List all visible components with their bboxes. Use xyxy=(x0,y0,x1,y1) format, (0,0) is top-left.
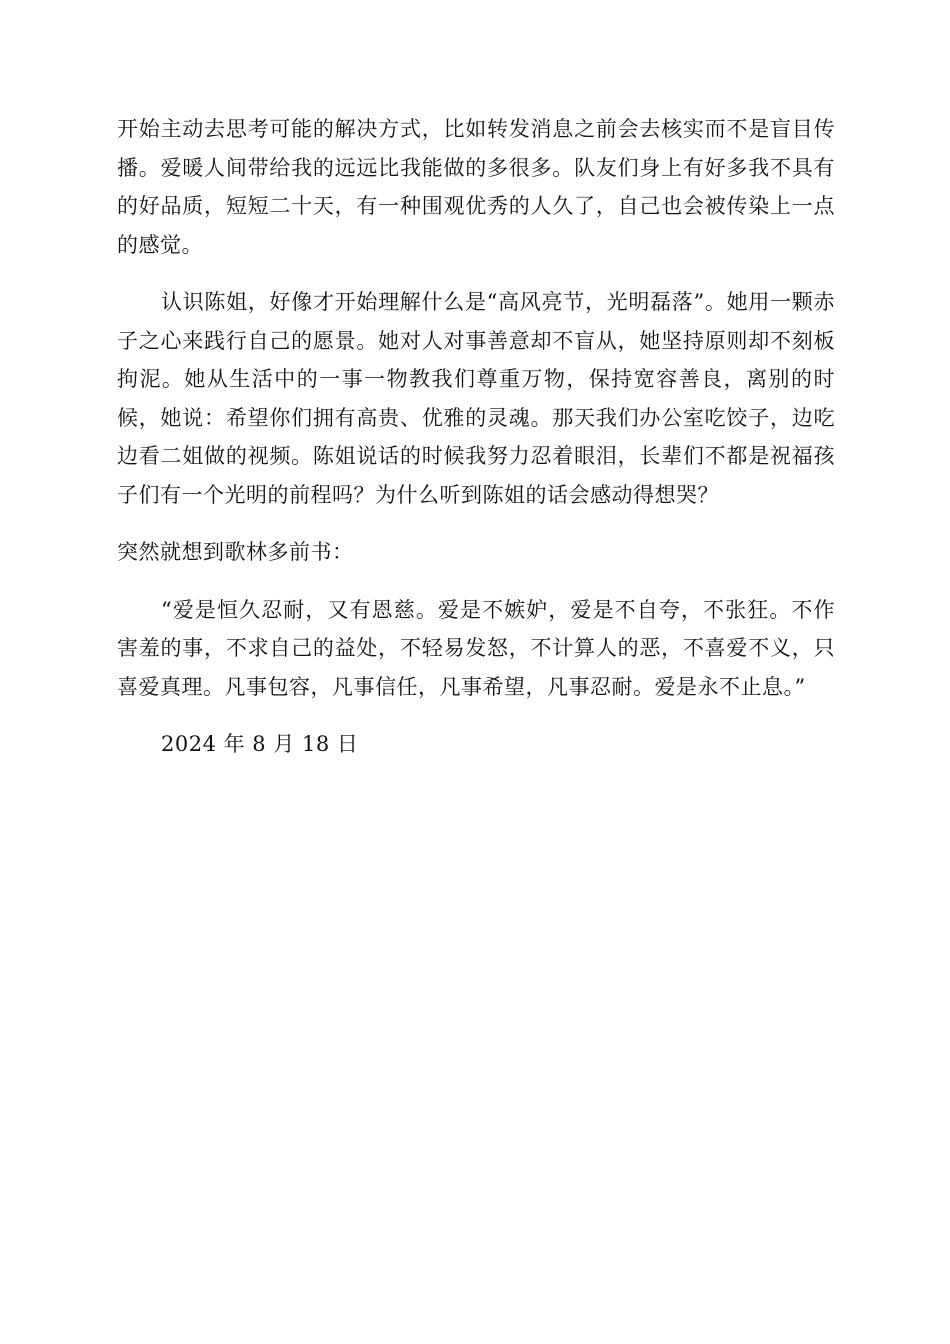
document-page xyxy=(117,110,835,764)
paragraph-reflection: 开始主动去思考可能的解决方式，比如转发消息之前会去核实而不是盲目传播。爱暖人间带给我的远远比我能做的多很多。队友们身上有好多我不具有的好品质，短短二十天，有一种围观优秀的人久了，自己也会被传染上一点的感觉。 xyxy=(117,117,835,257)
date-line: 2024 年 8 月 18 日 xyxy=(161,732,359,756)
paragraph-corinthians-intro: 突然就想到歌林多前书： xyxy=(117,540,354,564)
paragraph-sister-chen: 认识陈姐，好像才开始理解什么是“高风亮节，光明磊落”。她用一颗赤子之心来践行自己的愿景。她对人对事善意却不盲从，她坚持原则却不刻板拘泥。她从生活中的一事一物教我们尊重万物，保持宽容善良，离别的时候，她说：希望你们拥有高贵、优雅的灵魂。那天我们办公室吃饺子，边吃边看二姐做的视频。陈姐说话的时候我努力忍着眼泪，长辈们不都是祝福孩子们有一个光明的前程吗？为什么听到陈姐的话会感动得想哭？ xyxy=(117,290,835,507)
paragraph-corinthians-quote: “爱是恒久忍耐，又有恩慈。爱是不嫉妒，爱是不自夸，不张狂。不作害羞的事，不求自己的益处，不轻易发怒，不计算人的恶，不喜爱不义，只喜爱真理。凡事包容，凡事信任，凡事希望，凡事忍耐。爱是永不止息。” xyxy=(117,597,835,699)
